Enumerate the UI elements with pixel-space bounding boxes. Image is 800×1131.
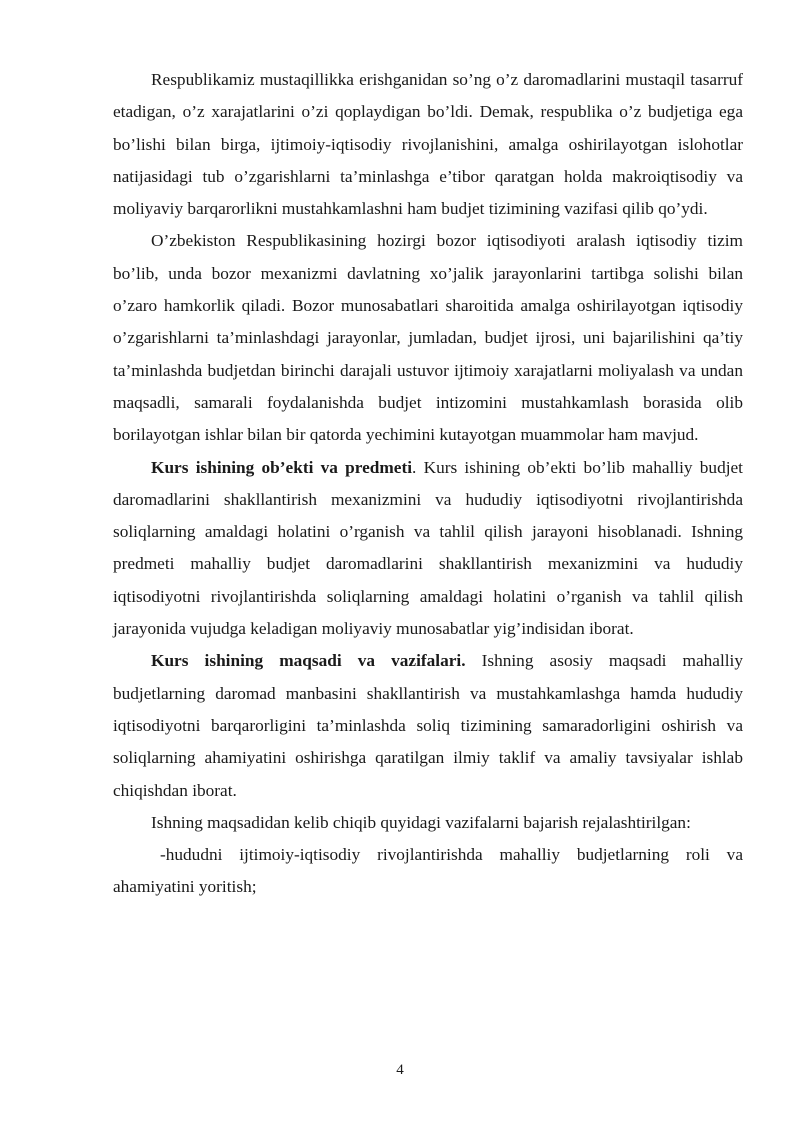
paragraph-5-text: Ishning maqsadidan kelib chiqib quyidagi vazifalarni bajarish rejalashtirilgan: xyxy=(151,812,691,832)
paragraph-3-text: . Kurs ishining ob’ekti bo’lib mahalliy budjet daromadlarini shakllantirish mexanizmini va hududiy iqtisodiyotni rivojlantirishda soliqlarning amaldagi holatini o’rganish va tahlil qilish jarayoni hisoblanadi. Ishning predmeti mahalliy budjet daromadlarini shakllantirish mexanizmini va hududiy iqtisodiyotni rivojlantirishda soliqlarning amaldagi holatini o’rganish va tahlil qilish jarayonida vujudga keladigan moliyaviy munosabatlar yig’indisidan iborat. xyxy=(113,457,743,639)
paragraph-2 xyxy=(113,225,743,451)
document-body xyxy=(113,64,743,904)
paragraph-6-list-item xyxy=(113,839,743,904)
paragraph-4-text: Ishning asosiy maqsadi mahalliy budjetlarning daromad manbasini shakllantirish va mustahkamlashga hamda hududiy iqtisodiyotni barqarorligini ta’minlashda soliq tizimining samaradorligini oshirish va soliqlarning ahamiyatini oshirishga qaratilgan ilmiy taklif va amaliy tavsiyalar ishlab chiqishdan iborat. xyxy=(113,651,743,800)
paragraph-4 xyxy=(113,645,743,806)
paragraph-6-text: -hududni ijtimoiy-iqtisodiy rivojlantirishda mahalliy budjetlarning roli va ahamiyatini yoritish; xyxy=(113,845,743,897)
paragraph-1 xyxy=(113,64,743,225)
paragraph-2-text: O’zbekiston Respublikasining hozirgi bozor iqtisodiyoti aralash iqtisodiy tizim bo’lib, unda bozor mexanizmi davlatning xo’jalik jarayonlarini tartibga solishi bilan o’zaro hamkorlik qiladi. Bozor munosabatlari sharoitida amalga oshirilayotgan iqtisodiy o’zgarishlarni ta’minlashdagi jarayonlar, jumladan, budjet ijrosi, uni bajarilishini qa’tiy ta’minlashda budjetdan birinchi darajali ustuvor ijtimoiy xarajatlarni moliyalash va undan maqsadli, samarali foydalanishda budjet intizomini mustahkamlash borasida olib borilayotgan ishlar bilan bir qatorda yechimini kutayotgan muammolar ham mavjud. xyxy=(113,231,743,445)
paragraph-3-heading: Kurs ishining ob’ekti va predmeti xyxy=(151,457,413,477)
paragraph-3 xyxy=(113,452,743,646)
paragraph-5 xyxy=(113,807,743,839)
page-number: 4 xyxy=(396,1062,404,1078)
paragraph-4-heading: Kurs ishining maqsadi va vazifalari. xyxy=(151,651,466,671)
paragraph-1-text: Respublikamiz mustaqillikka erishganidan so’ng o’z daromadlarini mustaqil tasarruf etadigan, o’z xarajatlarini o’zi qoplaydigan bo’ldi. Demak, respublika o’z budjetiga ega bo’lishi bilan birga, ijtimoiy-iqtisodiy rivojlanishini, amalga oshirilayotgan islohotlar natijasidagi tub o’zgarishlarni ta’minlashga e’tibor qaratgan holda makroiqtisodiy va moliyaviy barqarorlikni mustahkamlashni ham budjet tizimining vazifasi qilib qo’ydi. xyxy=(113,70,743,219)
